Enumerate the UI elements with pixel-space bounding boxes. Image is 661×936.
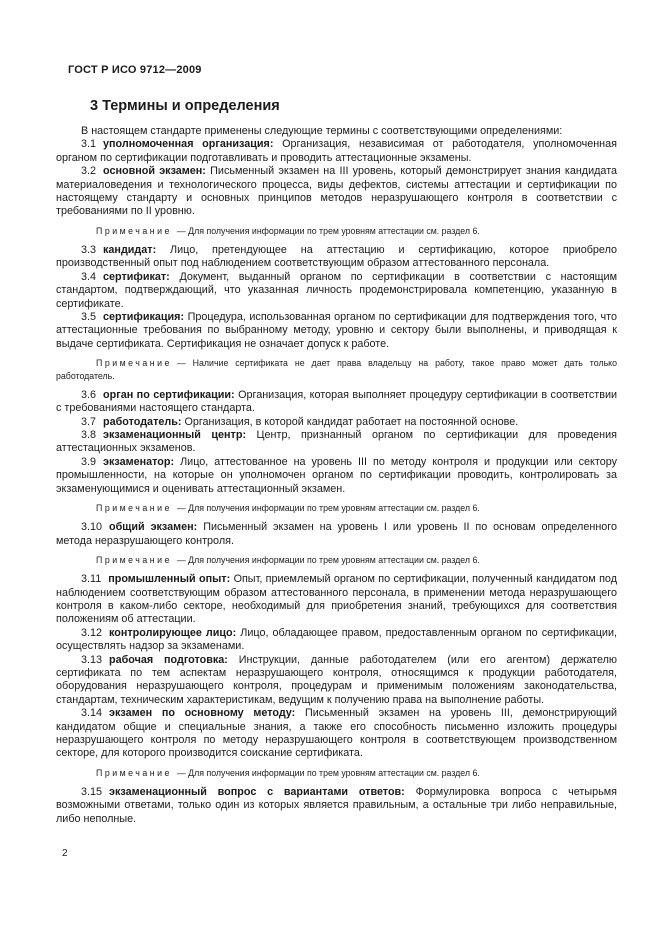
term-definition: Процедура, использованная органом по сертификации для подтверждения того, что аттестационные требования по выбранному методу, уровню и сектору были выполнены, и приводящая к выдаче сертификата. Сертификация не означает допуск к работе. (56, 311, 617, 350)
term-name: сертификация: (103, 311, 185, 324)
term-definition: Письменный экзамен на уровень I или уровень II по основам определенного метода неразрушающего контроля. (56, 521, 617, 547)
term-number: 3.1 (81, 138, 97, 151)
term-name: работодатель: (103, 415, 182, 428)
term-3-2 (56, 165, 617, 219)
note-text: — Для получения информации по трем уровням аттестации см. раздел 6. (176, 502, 480, 513)
term-definition: Опыт, приемлемый органом по сертификации, полученный кандидатом под наблюдением соответствующим образом аттестованного персонала, в применении метода неразрушающего контроля в каком-либо секторе, необходимый для приобретения знаний, требующихся для соответствия положениям об аттестации. (56, 573, 618, 626)
term-name: рабочая подготовка: (109, 653, 228, 666)
term-definition: Лицо, обладающее правом, предоставленным органом по сертификации, осуществлять надзор за экзаменами. (56, 626, 617, 653)
term-number: 3.5 (81, 311, 97, 324)
page-number: 2 (62, 848, 68, 859)
term-definition: Формулировка вопроса с четырьмя возможными ответами, только один из которых является правильным, а остальные три либо неправильные, либо неполные. (56, 786, 617, 825)
term-3-1 (56, 138, 617, 165)
term-definition: Инструкции, данные работодателем (или его агентом) держателю сертификата по тем аспектам неразрушающего контроля, относящимся к продукции работодателя, оборудования неразрушающего контроля, процедурам и применимым положениям законодательства, стандартам, техническим характеристикам, ведущим к получению права на выполнение работы. (56, 653, 618, 706)
term-name: общий экзамен: (109, 521, 198, 534)
note-3 (56, 502, 617, 514)
section-title: 3 Термины и определения (90, 98, 280, 114)
term-number: 3.2 (81, 165, 97, 178)
note-label: Примечание (96, 502, 172, 513)
term-definition: Организация, в которой кандидат работает на постоянной основе. (184, 415, 519, 428)
term-3-7 (56, 416, 617, 429)
term-definition: Организация, независимая от работодателя, уполномоченная органом по сертификации подготавливать и проводить аттестационные экзамены. (56, 138, 617, 164)
term-name: экзаменатор: (103, 455, 175, 468)
note-text: — Для получения информации по трем уровням аттестации см. раздел 6. (176, 225, 480, 236)
term-number: 3.10 (81, 521, 103, 534)
term-3-8 (56, 429, 617, 456)
term-number: 3.8 (81, 428, 97, 441)
term-name: экзаменационный вопрос с вариантами ответов: (109, 786, 405, 799)
note-label: Примечание (96, 358, 172, 369)
term-name: основной экзамен: (103, 165, 206, 178)
term-name: промышленный опыт: (108, 573, 231, 586)
term-definition: Письменный экзамен на уровень III, демонстрирующий кандидатом общие и специальные знания, а также его способность письменно изложить процедуры неразрушающего контроля по методу неразрушающего контроля в соответствующем производственном секторе, для которого производится соискание сертификата. (56, 707, 618, 760)
term-name: экзаменационный центр: (103, 428, 247, 441)
note-label: Примечание (96, 225, 172, 236)
note-2 (56, 357, 617, 381)
note-text: — Для получения информации по трем уровням аттестации см. раздел 6. (176, 767, 480, 778)
intro-paragraph: В настоящем стандарте применены следующие термины с соответствующими определениями: (81, 125, 563, 137)
note-1 (56, 225, 617, 237)
term-number: 3.15 (81, 786, 103, 799)
term-3-14 (56, 707, 617, 761)
term-number: 3.9 (81, 455, 97, 468)
term-number: 3.6 (81, 388, 97, 401)
note-label: Примечание (96, 767, 172, 778)
term-name: экзамен по основному методу: (109, 707, 296, 720)
term-name: кандидат: (103, 244, 157, 257)
term-number: 3.4 (81, 270, 97, 283)
term-definition: Документ, выданный органом по сертификации в соответствии с настоящим стандартом, подтверждающий, что указанная личность продемонстрировала компетенцию, указанную в сертификате. (56, 270, 618, 310)
term-definition: Организация, которая выполняет процедуру сертификации в соответствии с требованиями настоящего стандарта. (56, 388, 618, 415)
term-3-5 (56, 311, 617, 351)
term-3-12 (56, 627, 617, 654)
term-definition: Центр, признанный органом по сертификации для проведения аттестационных экзаменов. (56, 428, 618, 455)
term-number: 3.14 (81, 707, 103, 720)
term-number: 3.12 (81, 626, 103, 639)
term-definition: Лицо, претендующее на аттестацию и сертификацию, которое приобрело производственный опыт под наблюдением соответствующим образом аттестованного персонала. (56, 244, 617, 270)
note-text: — Наличие сертификата не дает права владельцу на работу, такое право может дать только работодатель. (56, 358, 617, 381)
term-definition: Лицо, аттестованное на уровень III по методу контроля и продукции или сектору промышленности, на которые он уполномочен органом по сертификации проводить, контролировать за экзаменующимися и оценивать аттестационный экзамен. (56, 455, 618, 495)
term-3-11 (56, 573, 617, 627)
term-3-9 (56, 456, 617, 496)
term-name: сертификат: (103, 270, 170, 283)
note-label: Примечание (96, 554, 172, 565)
term-3-15 (56, 786, 617, 826)
term-3-10 (56, 521, 617, 548)
term-name: контролирующее лицо: (109, 626, 237, 639)
term-number: 3.13 (81, 653, 103, 666)
term-3-3 (56, 244, 617, 271)
running-header: ГОСТ Р ИСО 9712—2009 (68, 64, 202, 76)
term-3-13 (56, 654, 617, 708)
term-3-6 (56, 389, 617, 416)
term-3-4 (56, 271, 617, 311)
term-number: 3.11 (81, 573, 102, 586)
note-5 (56, 767, 617, 779)
term-name: орган по сертификации: (103, 388, 235, 401)
note-4 (56, 554, 617, 566)
term-name: уполномоченная организация: (103, 138, 274, 151)
term-number: 3.7 (81, 415, 97, 428)
term-number: 3.3 (81, 244, 97, 257)
term-definition: Письменный экзамен на III уровень, который демонстрирует знания кандидата материаловедения и технологического процесса, виды дефектов, системы аттестации и сертификации по настоящему стандарту и основных принципов методов неразрушающего контроля в соответствии с требованиями по II уровню. (56, 165, 618, 218)
note-text: — Для получения информации по трем уровням аттестации см. раздел 6. (176, 554, 480, 565)
